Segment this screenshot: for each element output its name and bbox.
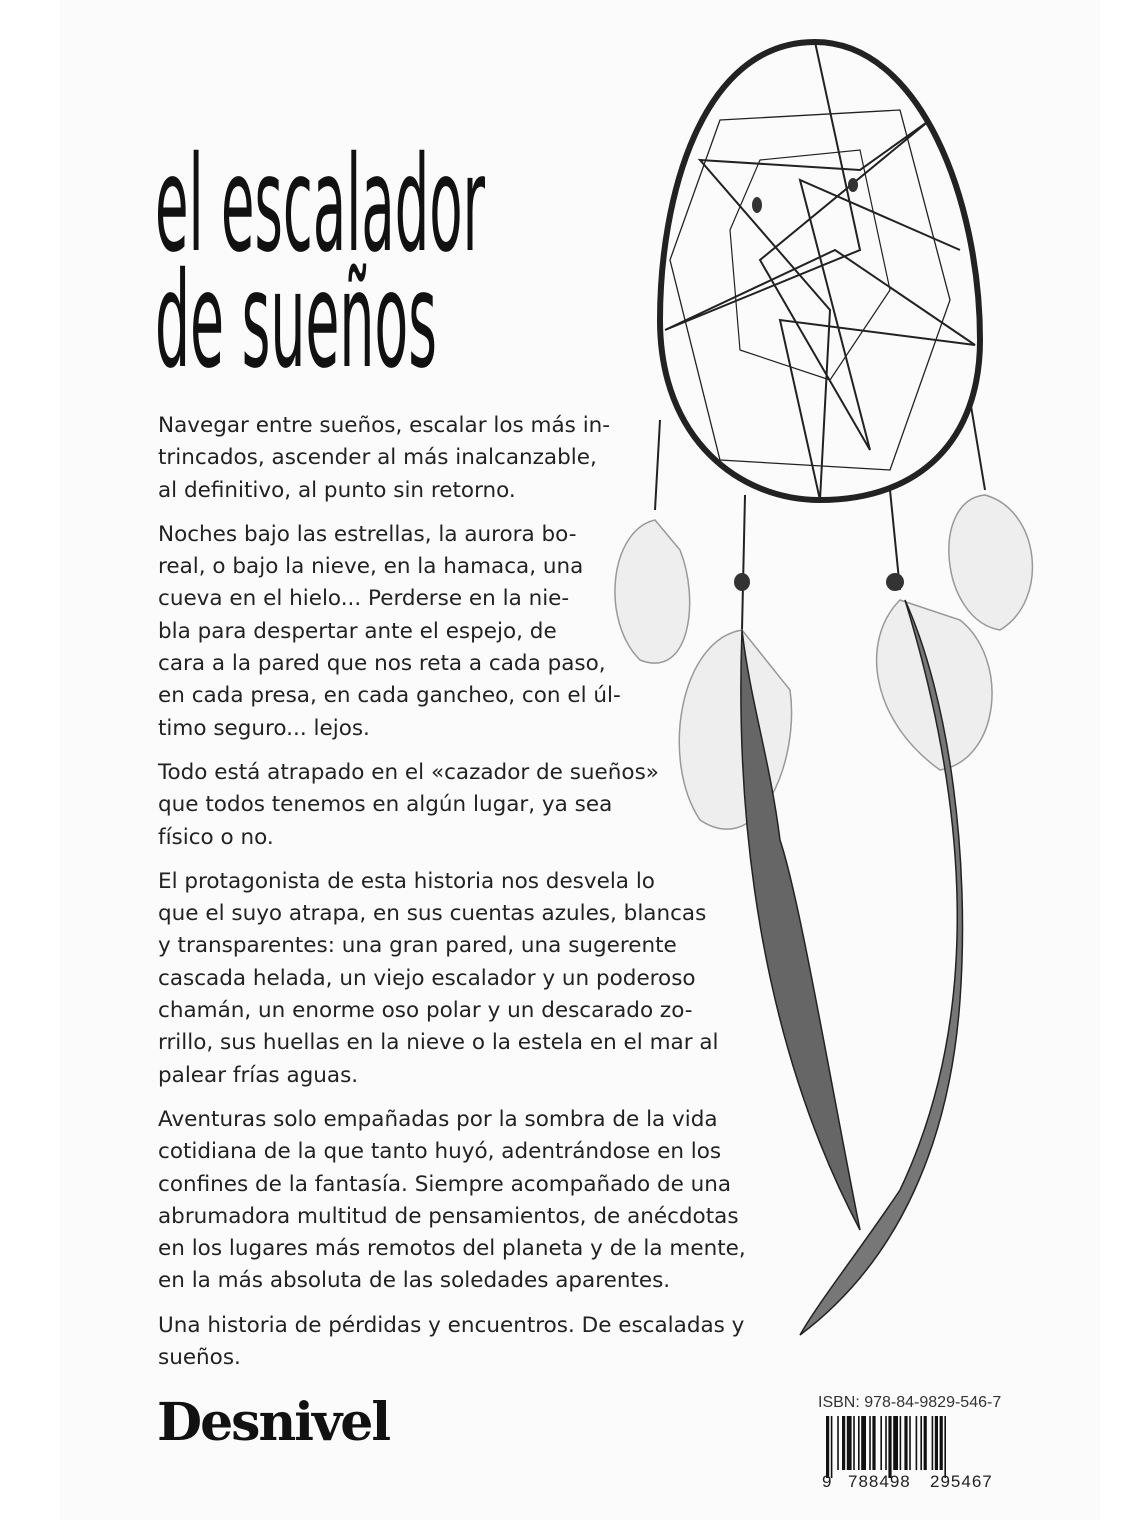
- paragraph-5: [158, 1104, 778, 1298]
- publisher-logo: Desnivel: [157, 1392, 390, 1453]
- text-line: y transparentes: una gran pared, una sugerente: [158, 933, 677, 959]
- text-line: que todos tenemos en algún lugar, ya sea: [158, 792, 613, 818]
- barcode-bar: [872, 1416, 875, 1470]
- text-line: rrillo, sus huellas en la nieve o la estela en el mar al: [158, 1030, 719, 1056]
- barcode-bar: [831, 1416, 833, 1478]
- barcode-bar: [940, 1416, 943, 1470]
- barcode: [822, 1416, 1007, 1478]
- barcode-bar: [847, 1416, 852, 1470]
- text-line: trincados, ascender al más inalcanzable,: [158, 445, 597, 471]
- text-line: bla para despertar ante el espejo, de: [158, 618, 557, 644]
- barcode-bar: [842, 1416, 845, 1470]
- text-line: físico o no.: [158, 824, 274, 850]
- barcode-bar: [916, 1416, 918, 1470]
- barcode-bar: [885, 1416, 887, 1470]
- text-line: palear frías aguas.: [158, 1062, 359, 1088]
- text-line: Navegar entre sueños, escalar los más in-: [158, 413, 611, 438]
- barcode-bar: [853, 1416, 855, 1470]
- text-line: chamán, un enorme oso polar y un descarado zo-: [158, 998, 693, 1024]
- barcode-bar: [869, 1416, 871, 1470]
- text-line: que el suyo atrapa, en sus cuentas azules, blancas: [158, 901, 707, 927]
- text-line: El protagonista de esta historia nos desvela lo: [158, 868, 655, 894]
- text-line: en los lugares más remotos del planeta y de la mente,: [158, 1236, 746, 1262]
- barcode-bar: [900, 1416, 902, 1470]
- barcode-digits-right: 295467: [930, 1472, 993, 1491]
- text-line: cara a la pared que nos reta a cada paso,: [158, 651, 606, 677]
- text-line: al definitivo, al punto sin retorno.: [158, 477, 516, 503]
- text-line: cotidiana de la que tanto huyó, adentrándose en los: [158, 1139, 722, 1165]
- barcode-bar: [944, 1416, 946, 1478]
- text-line: sueños.: [158, 1345, 241, 1371]
- paragraph-1: [158, 410, 778, 507]
- text-line: cueva en el hielo... Perderse en la nie-: [158, 586, 570, 612]
- text-line: Noches bajo las estrellas, la aurora bo-: [158, 521, 577, 547]
- barcode-bar: [858, 1416, 860, 1470]
- barcode-bar: [826, 1416, 829, 1478]
- text-line: en la más absoluta de las soledades aparentes.: [158, 1268, 671, 1294]
- synopsis: [158, 410, 778, 1386]
- isbn-label: ISBN: 978-84-9829-546-7: [818, 1394, 1002, 1411]
- barcode-bar: [920, 1416, 922, 1470]
- barcode-bar: [932, 1416, 934, 1470]
- paragraph-2: [158, 519, 778, 745]
- barcode-bar: [904, 1416, 907, 1470]
- barcode-bar: [893, 1416, 898, 1470]
- text-line: Una historia de pérdidas y encuentros. De escaladas y: [158, 1312, 745, 1338]
- paragraph-6: [158, 1310, 778, 1375]
- paragraph-3: [158, 757, 778, 854]
- paragraph-4: [158, 866, 778, 1092]
- text-line: real, o bajo la nieve, en la hamaca, una: [158, 554, 584, 580]
- barcode-bar: [888, 1416, 891, 1478]
- title-line-1: el escalador: [155, 128, 486, 282]
- text-line: timo seguro... lejos.: [158, 715, 370, 741]
- barcode-digits-left: 788498: [848, 1472, 911, 1491]
- text-line: Aventuras solo empañadas por la sombra de la vida: [158, 1106, 718, 1132]
- text-line: cascada helada, un viejo escalador y un poderoso: [158, 965, 696, 991]
- barcode-bar: [837, 1416, 839, 1470]
- text-line: abrumadora multitud de pensamientos, de anécdotas: [158, 1203, 739, 1229]
- barcode-digit-first: 9: [822, 1472, 832, 1491]
- barcode-bar: [935, 1416, 938, 1470]
- barcode-bar: [861, 1416, 866, 1470]
- barcode-bar: [924, 1416, 927, 1470]
- title-line-2: de sueños: [155, 244, 437, 398]
- text-line: Todo está atrapado en el «cazador de sueños»: [158, 759, 659, 785]
- barcode-bar: [880, 1416, 882, 1470]
- text-line: confines de la fantasía. Siempre acompañado de una: [158, 1171, 732, 1197]
- text-line: en cada presa, en cada gancheo, con el úl-: [158, 683, 621, 709]
- barcode-bar: [909, 1416, 911, 1470]
